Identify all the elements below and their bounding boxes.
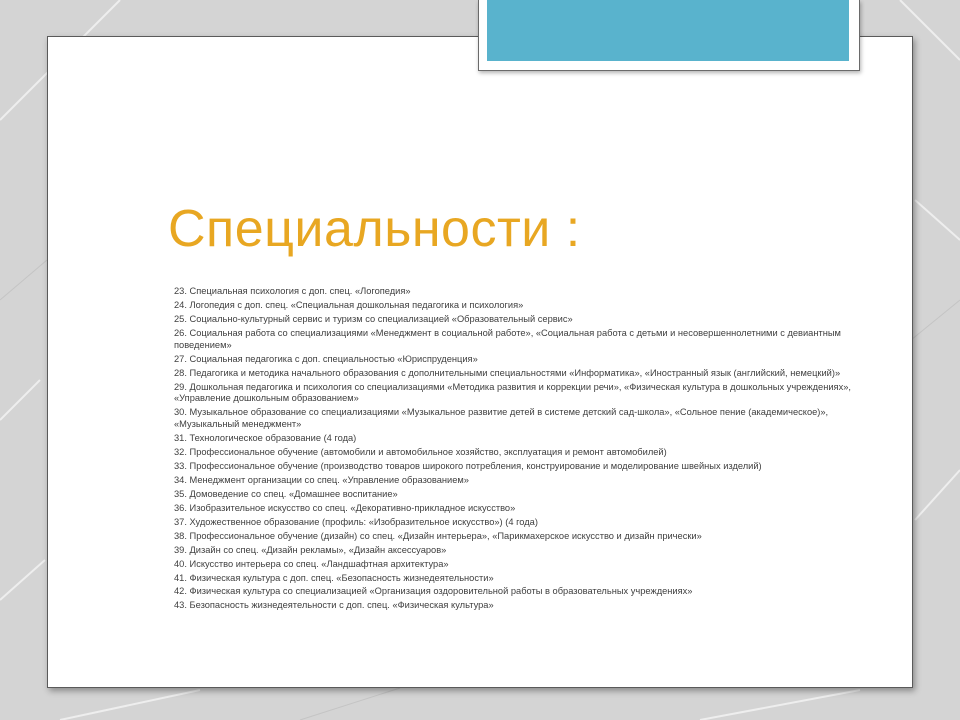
list-item: 38. Профессиональное обучение (дизайн) со спец. «Дизайн интерьера», «Парикмахерское искусство и дизайн прически» bbox=[174, 530, 702, 541]
specialties-list bbox=[174, 286, 864, 614]
list-item: 37. Художественное образование (профиль: «Изобразительное искусство») (4 года) bbox=[174, 516, 538, 527]
list-item: 32. Профессиональное обучение (автомобили и автомобильное хозяйство, эксплуатация и ремонт автомобилей) bbox=[174, 446, 667, 457]
list-item: 33. Профессиональное обучение (производство товаров широкого потребления, конструирование и моделирование швейных изделий) bbox=[174, 460, 762, 471]
list-item: 36. Изобразительное искусство со спец. «Декоративно-прикладное искусство» bbox=[174, 502, 516, 513]
slide-panel bbox=[47, 36, 913, 688]
list-item: 43. Безопасность жизнедеятельности с доп. спец. «Физическая культура» bbox=[174, 600, 494, 611]
list-item: 23. Специальная психология с доп. спец. «Логопедия» bbox=[174, 286, 411, 296]
list-item: 40. Искусство интерьера со спец. «Ландшафтная архитектура» bbox=[174, 558, 449, 569]
list-item: 42. Физическая культура со специализацией «Организация оздоровительной работы в образовательных учреждениях» bbox=[174, 586, 693, 597]
list-item: 35. Домоведение со спец. «Домашнее воспитание» bbox=[174, 488, 398, 499]
list-item: 39. Дизайн со спец. «Дизайн рекламы», «Дизайн аксессуаров» bbox=[174, 544, 447, 555]
list-item: 34. Менеджмент организации со спец. «Управление образованием» bbox=[174, 474, 469, 485]
slide-title: Специальности : bbox=[168, 200, 581, 258]
list-item: 41. Физическая культура с доп. спец. «Безопасность жизнедеятельности» bbox=[174, 572, 494, 583]
list-item: 25. Социально-культурный сервис и туризм со специализацией «Образовательный сервис» bbox=[174, 313, 573, 324]
list-item: 26. Социальная работа со специализациями «Менеджмент в социальной работе», «Социальная работа с детьми и несовершеннолетними с девиантным поведением» bbox=[174, 327, 841, 350]
accent-block bbox=[487, 0, 849, 61]
list-item: 24. Логопедия с доп. спец. «Специальная дошкольная педагогика и психология» bbox=[174, 299, 524, 310]
list-item: 30. Музыкальное образование со специализациями «Музыкальное развитие детей в системе детский сад-школа», «Сольное пение (академическое)», «Музыкальный менеджмент» bbox=[174, 407, 829, 429]
list-item: 29. Дошкольная педагогика и психология со специализациями «Методика развития и коррекции речи», «Физическая культура в дошкольных учреждениях», «Управление дошкольным образованием» bbox=[174, 381, 851, 404]
list-item: 31. Технологическое образование (4 года) bbox=[174, 432, 357, 443]
list-item: 27. Социальная педагогика с доп. специальностью «Юриспруденция» bbox=[174, 353, 478, 364]
list-item: 28. Педагогика и методика начального образования с дополнительными специальностями «Информатика», «Иностранный язык (английский, немецкий)» bbox=[174, 367, 841, 378]
